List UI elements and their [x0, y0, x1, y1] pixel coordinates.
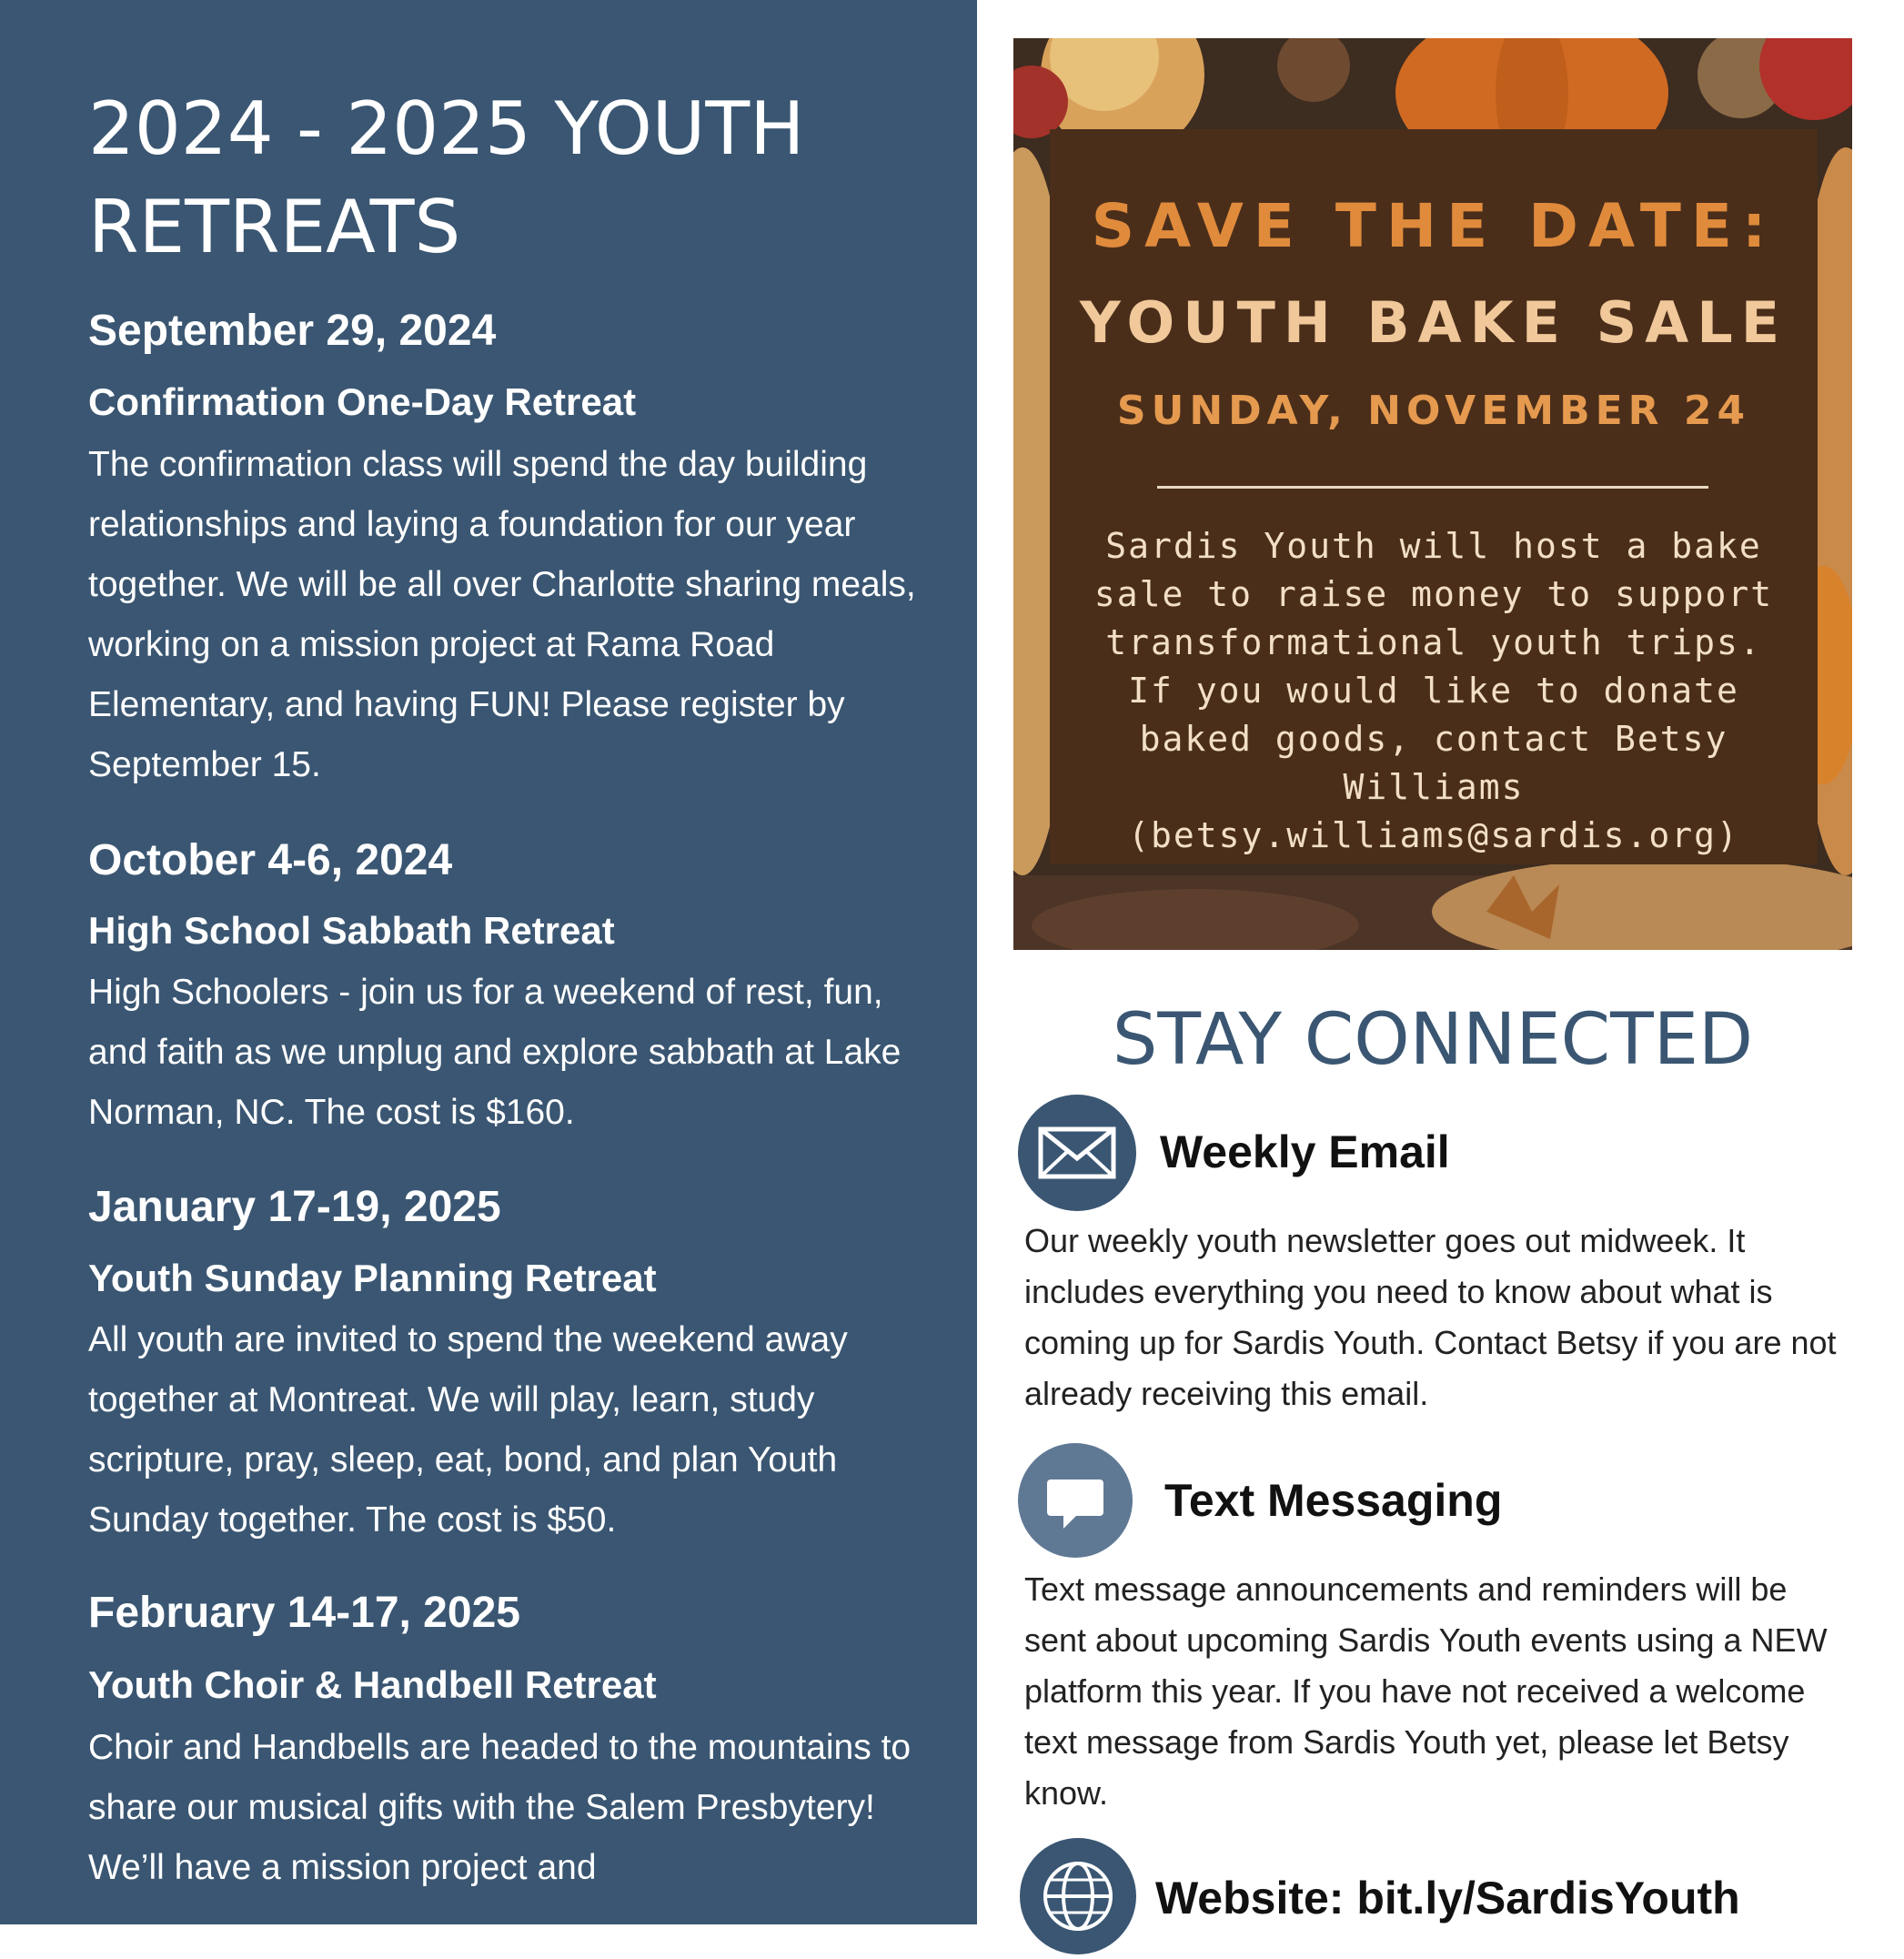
flyer-event-date: SUNDAY, NOVEMBER 24	[1116, 388, 1751, 434]
text-messaging-text: Text message announcements and reminders will be sent about upcoming Sardis Youth events using a NEW platform this year. If you have not received a welcome text message from Sardis Youth yet, please let Betsy know.	[1024, 1570, 1828, 1812]
flyer-panel	[1050, 129, 1818, 864]
bake-sale-flyer	[1013, 38, 1852, 950]
event-name: High School Sabbath Retreat	[88, 909, 615, 952]
event-date: January 17-19, 2025	[88, 1183, 501, 1231]
retreats-title: 2024 - 2025 YOUTH RETREATS	[88, 86, 805, 269]
weekly-email-text: Our weekly youth newsletter goes out midweek. It includes everything you need to know about what is coming up for Sardis Youth. Contact Betsy if you are not already receiving this email.	[1024, 1222, 1837, 1412]
event-description: High Schoolers - join us for a weekend of rest, fun, and faith as we unplug and explore sabbath at Lake Norman, NC. The cost is $160.	[88, 973, 902, 1132]
event-date: September 29, 2024	[88, 307, 497, 355]
flyer-event-name: YOUTH BAKE SALE	[1079, 289, 1788, 356]
flyer-headline: SAVE THE DATE:	[1091, 191, 1777, 261]
event-date: October 4-6, 2024	[88, 836, 453, 884]
event-date: February 14-17, 2025	[88, 1589, 520, 1637]
globe-icon	[1020, 1838, 1136, 1954]
event-description: Choir and Handbells are headed to the mountains to share our musical gifts with the Salem Presbytery! We’ll have a mission project and	[88, 1728, 912, 1887]
flyer-divider	[1157, 486, 1708, 489]
website-heading[interactable]: Website: bit.ly/SardisYouth	[1155, 1873, 1740, 1924]
event-name: Youth Choir & Handbell Retreat	[88, 1663, 657, 1706]
event-description: The confirmation class will spend the day building relationships and laying a foundation for our year together. We will be all over Charlotte sharing meals, working on a mission project at Rama Road Elementary, and having FUN! Please register by September 15.	[88, 445, 916, 784]
chat-bubble-icon	[1018, 1443, 1133, 1558]
envelope-icon	[1018, 1095, 1136, 1211]
event-description: All youth are invited to spend the weekend away together at Montreat. We will play, learn, study scripture, pray, sleep, eat, bond, and plan Youth Sunday together. The cost is $50.	[88, 1320, 848, 1540]
text-messaging-heading: Text Messaging	[1164, 1475, 1503, 1526]
event-name: Youth Sunday Planning Retreat	[88, 1257, 657, 1299]
flyer-description: Sardis Youth will host a bake sale to raise money to support transformational youth trips. If you would like to donate baked goods, contact Betsy Williams (betsy.williams@sardis.org)	[1093, 526, 1774, 855]
weekly-email-heading: Weekly Email	[1160, 1126, 1450, 1177]
stay-connected-title: STAY CONNECTED	[1112, 999, 1754, 1081]
event-name: Confirmation One-Day Retreat	[88, 380, 637, 423]
